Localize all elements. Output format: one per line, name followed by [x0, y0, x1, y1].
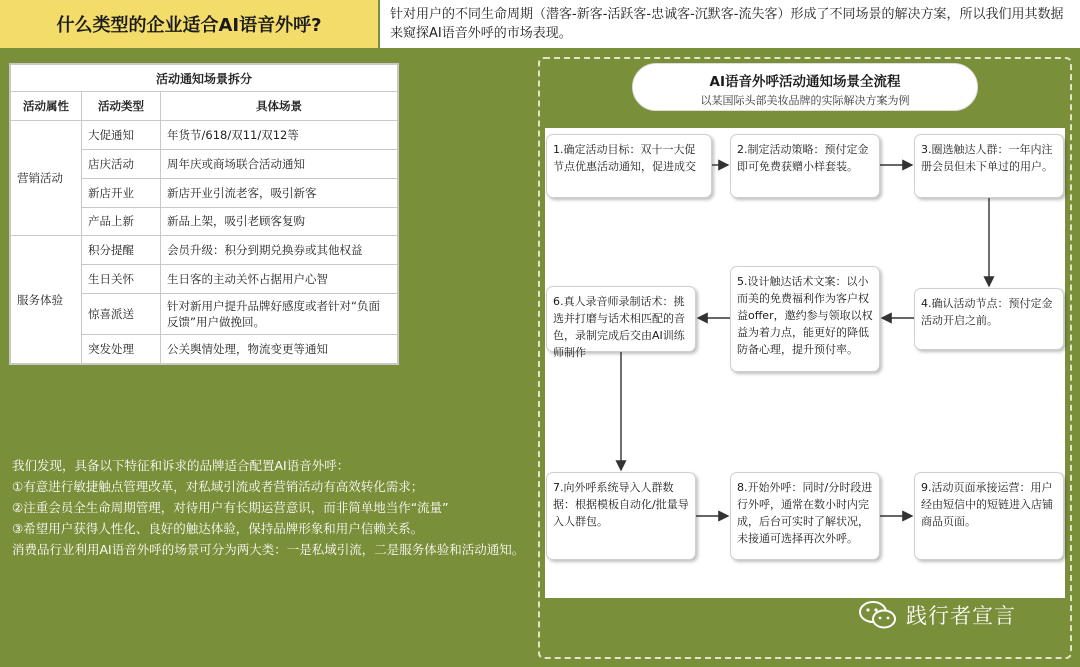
findings-line: 我们发现，具备以下特征和诉求的品牌适合配置AI语音外呼：	[12, 458, 350, 473]
brand-name: 践行者宣言	[906, 604, 1016, 628]
flow-step-1: 1.确定活动目标：双十一大促节点优惠活动通知，促进成交	[546, 134, 712, 198]
table-row	[11, 236, 398, 265]
findings-line: ③希望用户获得人性化、良好的触达体验，保持品牌形象和用户信赖关系。	[12, 521, 424, 536]
flow-step-9: 9.活动页面承接运营：用户经由短信中的短链进入店铺商品页面。	[914, 472, 1064, 560]
scene-table	[9, 63, 399, 365]
table-header-scene: 具体场景	[161, 92, 398, 121]
flow-step-3: 3.圈选触达人群：一年内注册会员但未下单过的用户。	[914, 134, 1064, 198]
flow-step-6: 6.真人录音师录制话术：挑选并打磨与话术相匹配的音色，录制完成后交由AI训练师制作	[546, 286, 696, 352]
page-title-text: 什么类型的企业适合AI语音外呼?	[56, 15, 322, 36]
table-cell-scene: 针对新用户提升品牌好感度或者针对“负面反馈”用户做挽回。	[161, 294, 398, 335]
table-cell-type: 积分提醒	[82, 236, 161, 265]
table-title: 活动通知场景拆分	[11, 65, 398, 92]
table-header-attribute: 活动属性	[11, 92, 82, 121]
table-cell-type: 生日关怀	[82, 265, 161, 294]
table-header-type: 活动类型	[82, 92, 161, 121]
table-cell-scene: 年货节/618/双11/双12等	[161, 121, 398, 150]
flow-title: AI语音外呼活动通知场景全流程	[709, 74, 901, 90]
table-cell-type: 新店开业	[82, 178, 161, 207]
table-cell-attribute: 营销活动	[11, 121, 82, 236]
table-cell-attribute: 服务体验	[11, 236, 82, 364]
table-cell-scene: 周年庆或商场联合活动通知	[161, 149, 398, 178]
table-cell-scene: 会员升级：积分到期兑换券或其他权益	[161, 236, 398, 265]
wechat-icon	[858, 600, 898, 630]
table-cell-type: 店庆活动	[82, 149, 161, 178]
scene-table-grid	[10, 64, 398, 364]
table-cell-type: 产品上新	[82, 207, 161, 236]
findings-line: ①有意进行敏捷触点管理改革，对私域引流或者营销活动有高效转化需求；	[12, 479, 424, 494]
flow-title-box	[632, 63, 978, 111]
table-cell-scene: 生日客的主动关怀占据用户心智	[161, 265, 398, 294]
table-cell-scene: 公关舆情处理，物流变更等通知	[161, 335, 398, 364]
findings-line: 消费品行业利用AI语音外呼的场景可分为两大类：一是私域引流，二是服务体验和活动通知。	[12, 542, 525, 557]
table-cell-scene: 新店开业引流老客，吸引新客	[161, 178, 398, 207]
flow-step-7: 7.向外呼系统导入人群数据：根据模板自动化/批量导入人群包。	[546, 472, 696, 560]
flow-step-2: 2.制定活动策略：预付定金即可免费获赠小样套装。	[730, 134, 880, 198]
findings-text	[12, 455, 532, 560]
flow-step-8: 8.开始外呼：同时/分时段进行外呼，通常在数小时内完成，后台可实时了解状况，未接通可选择再次外呼。	[730, 472, 880, 560]
table-cell-scene: 新品上架，吸引老顾客复购	[161, 207, 398, 236]
flow-step-5: 5.设计触达话术文案：以小而美的免费福利作为客户权益offer，邀约参与领取以权益为着力点，能更好的降低防备心理，提升预付率。	[730, 266, 880, 372]
brand-watermark	[858, 600, 1016, 630]
flow-subtitle: 以某国际头部美妆品牌的实际解决方案为例	[700, 94, 910, 107]
page-title	[0, 0, 378, 48]
table-cell-type: 惊喜派送	[82, 294, 161, 335]
findings-line: ②注重会员全生命周期管理，对待用户有长期运营意识，而非简单地当作“流量”	[12, 500, 449, 515]
table-row	[11, 121, 398, 150]
flow-step-4: 4.确认活动节点：预付定金活动开启之前。	[914, 288, 1064, 350]
header-description: 针对用户的不同生命周期（潜客-新客-活跃客-忠诚客-沉默客-流失客）形成了不同场景的解决方案，所以我们用其数据来窥探AI语音外呼的市场表现。	[380, 0, 1080, 48]
table-cell-type: 突发处理	[82, 335, 161, 364]
table-cell-type: 大促通知	[82, 121, 161, 150]
